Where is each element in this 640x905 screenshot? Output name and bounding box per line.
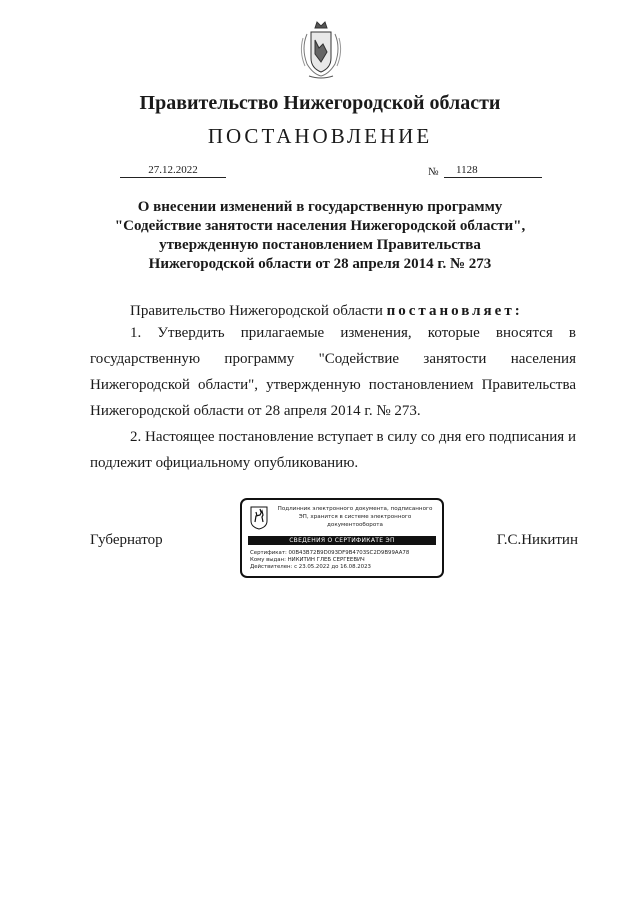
document-date: 27.12.2022: [120, 164, 226, 178]
e-signature-stamp: [240, 498, 444, 578]
heading-line: Нижегородской области от 28 апреля 2014 г. № 273: [148, 256, 492, 272]
signatory-position: Губернатор: [90, 532, 163, 548]
government-name: Правительство Нижегородской области: [139, 92, 501, 114]
document-number: 1128: [444, 164, 542, 178]
item-2: 2. Настоящее постановление вступает в силу со дня его подписания и подлежит официальному опубликованию.: [90, 429, 576, 471]
heading-line: О внесении изменений в государственную программу: [137, 199, 503, 215]
coat-of-arms-icon: [297, 18, 345, 82]
document-type: ПОСТАНОВЛЕНИЕ: [207, 124, 433, 148]
preamble-text: Правительство Нижегородской области: [130, 303, 387, 319]
stamp-certificate: Сертификат: 00B43B72B9D093DF9B4703SC2D9B99AA78: [250, 550, 410, 556]
heading-line: утвержденную постановлением Правительства: [159, 237, 481, 253]
preamble-verb: постановляет:: [386, 303, 523, 319]
heading-line: "Содействие занятости населения Нижегородской области",: [114, 218, 526, 234]
stamp-notice: Подлинник электронного документа, подписанного ЭП, хранится в системе электронного документооборота: [277, 506, 433, 528]
signatory-name: Г.С.Никитин: [496, 532, 578, 548]
item-1: 1. Утвердить прилагаемые изменения, которые вносятся в государственную программу "Содействие занятости населения Нижегородской области", утвержденную постановлением Правительства Нижегородской области от 28 апреля 2014 г. № 273.: [90, 325, 576, 419]
document-heading: [90, 198, 550, 274]
number-sign: №: [428, 166, 439, 178]
stamp-issued-to: Кому выдан: НИКИТИН ГЛЕБ СЕРГЕЕВИЧ: [250, 557, 365, 563]
deer-emblem-icon: [250, 506, 268, 530]
stamp-validity: Действителен: с 23.05.2022 до 16.08.2023: [250, 564, 371, 570]
stamp-banner: СВЕДЕНИЯ О СЕРТИФИКАТЕ ЭП: [248, 536, 436, 545]
